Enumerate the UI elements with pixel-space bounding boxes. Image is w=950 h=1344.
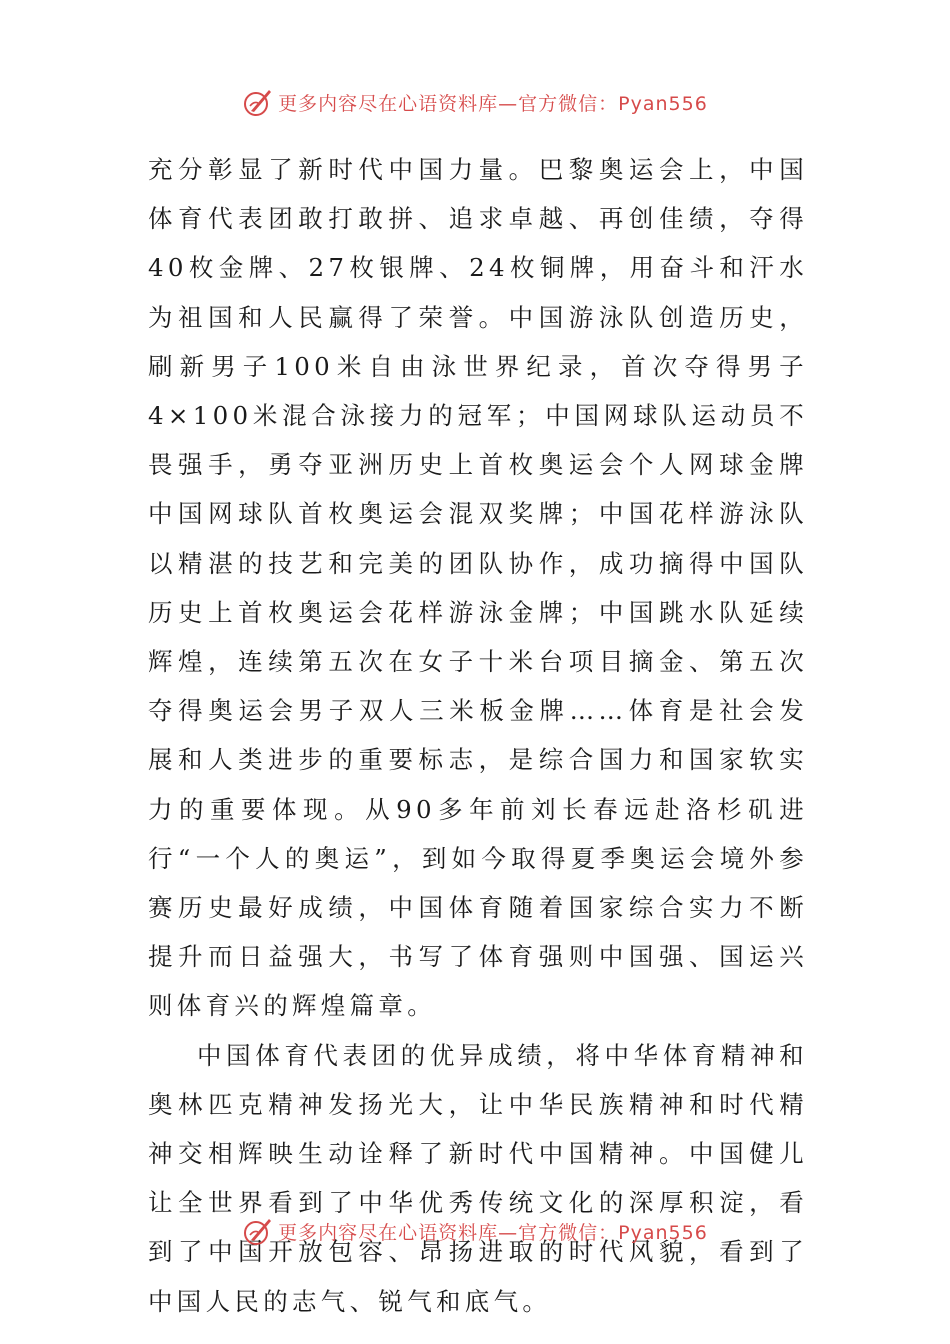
header-watermark — [0, 82, 950, 122]
paragraph: 中国体育代表团的优异成绩，将中华体育精神和奥林匹克精神发扬光大，让中华民族精神和时代精神交相辉映生动诠释了新时代中国精神。中国健儿让全世界看到了中华优秀传统文化的深厚积淀，看到了中国开放包容、昂扬进取的时代风貌，看到了中国人民的志气、锐气和底气。 — [148, 1040, 808, 1316]
quill-logo-icon — [242, 1215, 274, 1247]
quill-logo-icon — [242, 86, 274, 118]
watermark-text: 更多内容尽在心语资料库—官方微信：Pyan556 — [278, 92, 708, 115]
paragraph: 充分彰显了新时代中国力量。巴黎奥运会上，中国体育代表团敢打敢拼、追求卓越、再创佳绩，夺得40枚金牌、27枚银牌、24枚铜牌，用奋斗和汗水为祖国和人民赢得了荣誉。中国游泳队创造历史，刷新男子100米自由泳世界纪录，首次夺得男子4×100米混合泳接力的冠军；中国网球队运动员不畏强手，勇夺亚洲历史上首枚奥运会个人网球金牌中国网球队首枚奥运会混双奖牌；中国花样游泳队以精湛的技艺和完美的团队协作，成功摘得中国队历史上首枚奥运会花样游泳金牌；中国跳水队延续辉煌，连续第五次在女子十米台项目摘金、第五次夺得奥运会男子双人三米板金牌……体育是社会发展和人类进步的重要标志，是综合国力和国家软实力的重要体现。从90多年前刘长春远赴洛杉矶进行“一个人的奥运”，到如今取得夏季奥运会境外参赛历史最好成绩，中国体育随着国家综合实力不断提升而日益强大，书写了体育强则中国强、国运兴则体育兴的辉煌篇章。 — [148, 155, 808, 1021]
watermark-text: 更多内容尽在心语资料库—官方微信：Pyan556 — [278, 1221, 708, 1244]
footer-watermark — [0, 1211, 950, 1251]
document-body — [148, 145, 808, 1326]
